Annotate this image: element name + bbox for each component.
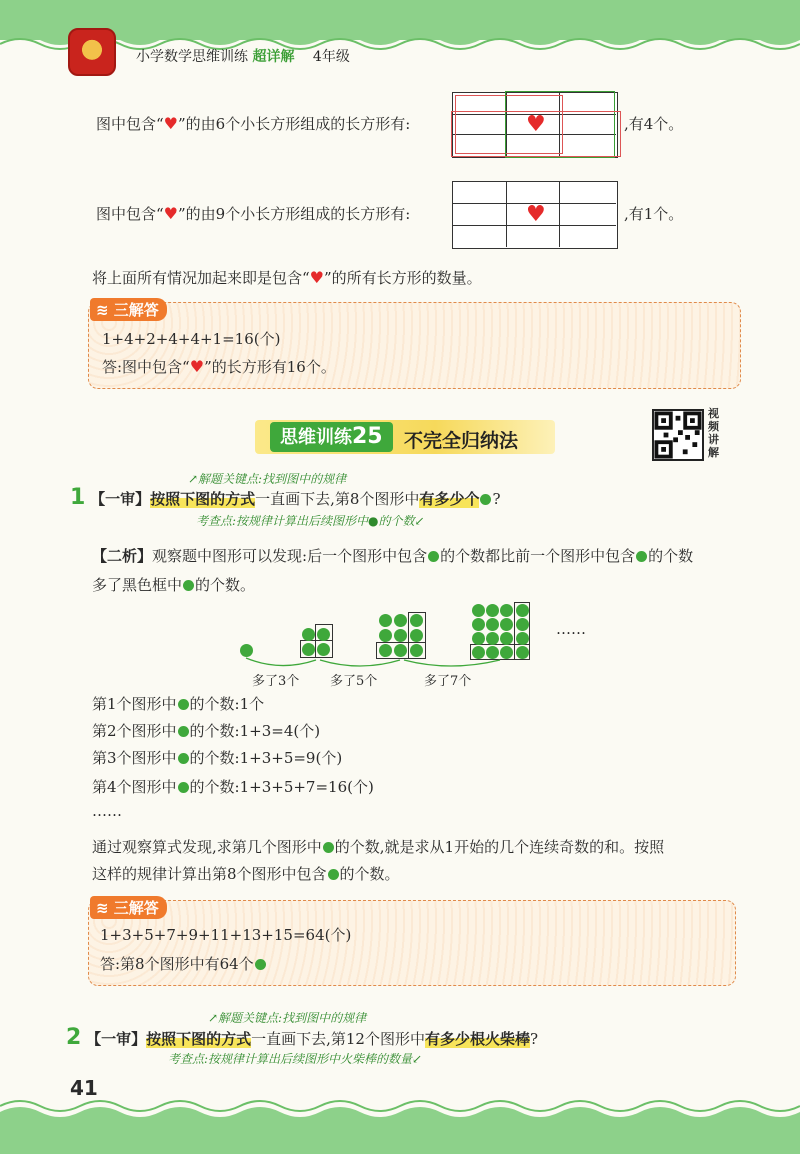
figure-dot — [394, 614, 407, 627]
answer-tag-2: ≋ 三解答 — [90, 896, 167, 919]
q1-analysis-line2: 多了黑色框中 的个数。 — [92, 576, 256, 594]
header-title — [136, 46, 350, 66]
figure-dot — [379, 614, 392, 627]
count-line-1: 第1个图形中 的个数:1个 — [92, 695, 265, 713]
green-dot-icon — [178, 726, 189, 737]
figure-dot — [516, 604, 529, 617]
answer-tag-1: ≋ 三解答 — [90, 298, 167, 321]
green-dot-icon — [178, 753, 189, 764]
green-dot-icon — [323, 842, 334, 853]
green-dot-icon — [328, 869, 339, 880]
green-dot-icon — [178, 699, 189, 710]
heart-icon: ♥ — [189, 357, 205, 376]
q1-key-note: ↗解题关键点:找到图中的规律 — [188, 472, 347, 486]
figure-dot — [379, 629, 392, 642]
answer1-formula: 1+4+2+4+4+1=16(个) — [102, 330, 281, 348]
figure-dot — [486, 618, 499, 631]
figure-dot — [500, 604, 513, 617]
figure-dot — [486, 632, 499, 645]
count-line-2: 第2个图形中 的个数:1+3=4(个) — [92, 722, 321, 740]
header-wave-band — [0, 0, 800, 62]
green-dot-icon — [183, 580, 194, 591]
figure-dot — [472, 632, 485, 645]
figure-dot — [302, 628, 315, 641]
q2-number: 2 — [66, 1025, 82, 1050]
green-dot-icon — [428, 551, 439, 562]
count-line-4: 第4个图形中 的个数:1+3+5+7=16(个) — [92, 778, 374, 796]
qr-code-icon[interactable] — [652, 409, 704, 461]
heart-icon: ♥ — [526, 112, 546, 137]
heart-icon: ♥ — [163, 114, 179, 133]
figure-ellipsis: …… — [556, 620, 586, 638]
figure-dot — [516, 618, 529, 631]
six-rect-sentence: 图中包含“♥”的由6个小长方形组成的长方形有: — [96, 114, 411, 133]
diff-label-2: 多了5个 — [330, 674, 378, 689]
q1-question: 1 【一审】按照下图的方式一直画下去,第8个图形中有多少个 ? — [70, 485, 501, 510]
book-title: 小学数学思维训练 — [136, 49, 248, 65]
figure-dot — [516, 632, 529, 645]
count-ellipsis: …… — [92, 802, 122, 820]
summary-sentence: 将上面所有情况加起来即是包含“♥”的所有长方形的数量。 — [92, 268, 482, 287]
grid-nine-figure — [452, 181, 618, 249]
green-dot-icon — [480, 494, 491, 505]
figure-dot — [410, 629, 423, 642]
figure-dot — [410, 614, 423, 627]
figure-dot — [500, 632, 513, 645]
figure-dot — [500, 618, 513, 631]
publisher-logo — [68, 28, 116, 76]
q1-number: 1 — [70, 485, 86, 510]
qr-label: 视频讲解 — [708, 407, 719, 459]
green-dot-icon — [636, 551, 647, 562]
figure-dot — [472, 604, 485, 617]
section-tag: 思维训练25 — [270, 422, 393, 452]
count-line-3: 第3个图形中 的个数:1+3+5=9(个) — [92, 749, 343, 767]
heart-icon: ♥ — [163, 204, 179, 223]
q2-question: 2 【一审】按照下图的方式一直画下去,第12个图形中有多少根火柴棒? — [66, 1025, 539, 1050]
q1-analysis-line1: 【二析】观察题中图形可以发现:后一个图形中包含 的个数都比前一个图形中包含 的个数 — [92, 547, 694, 565]
figure-dot — [317, 628, 330, 641]
page-number: 41 — [70, 1076, 98, 1100]
diff-label-3: 多了7个 — [424, 674, 472, 689]
footer-wave-band — [0, 1090, 800, 1154]
book-subtitle: 超详解 — [252, 49, 295, 65]
green-dot-icon — [178, 782, 189, 793]
figure-dot — [472, 618, 485, 631]
q2-key-note: ↗解题关键点:找到图中的规律 — [208, 1011, 367, 1025]
green-dot-icon — [255, 959, 266, 970]
nine-rect-result: ,有1个。 — [624, 205, 684, 223]
conclusion-line1: 通过观察算式发现,求第几个图形中 的个数,就是求从1开始的几个连续奇数的和。按照 — [92, 838, 665, 856]
heart-icon: ♥ — [309, 268, 325, 287]
heart-icon: ♥ — [526, 202, 546, 227]
figure-dot — [486, 604, 499, 617]
q2-check-note: 考查点:按规律计算出后续图形中火柴棒的数量↙ — [168, 1052, 423, 1066]
conclusion-line2: 这样的规律计算出第8个图形中包含 的个数。 — [92, 865, 400, 883]
answer1-conclusion: 答:图中包含“♥”的长方形有16个。 — [102, 357, 336, 376]
answer2-conclusion: 答:第8个图形中有64个 — [100, 953, 267, 975]
diff-label-1: 多了3个 — [252, 674, 300, 689]
grade-label: 4年级 — [312, 49, 350, 65]
section-title: 不完全归纳法 — [404, 430, 519, 452]
nine-rect-sentence: 图中包含“♥”的由9个小长方形组成的长方形有: — [96, 204, 411, 223]
grid-six-figure — [452, 92, 618, 158]
q1-check-note: 考查点:按规律计算出后续图形中●的个数↙ — [196, 514, 425, 528]
answer2-formula: 1+3+5+7+9+11+13+15=64(个) — [100, 926, 352, 944]
six-rect-result: ,有4个。 — [624, 115, 684, 133]
figure-dot — [394, 629, 407, 642]
